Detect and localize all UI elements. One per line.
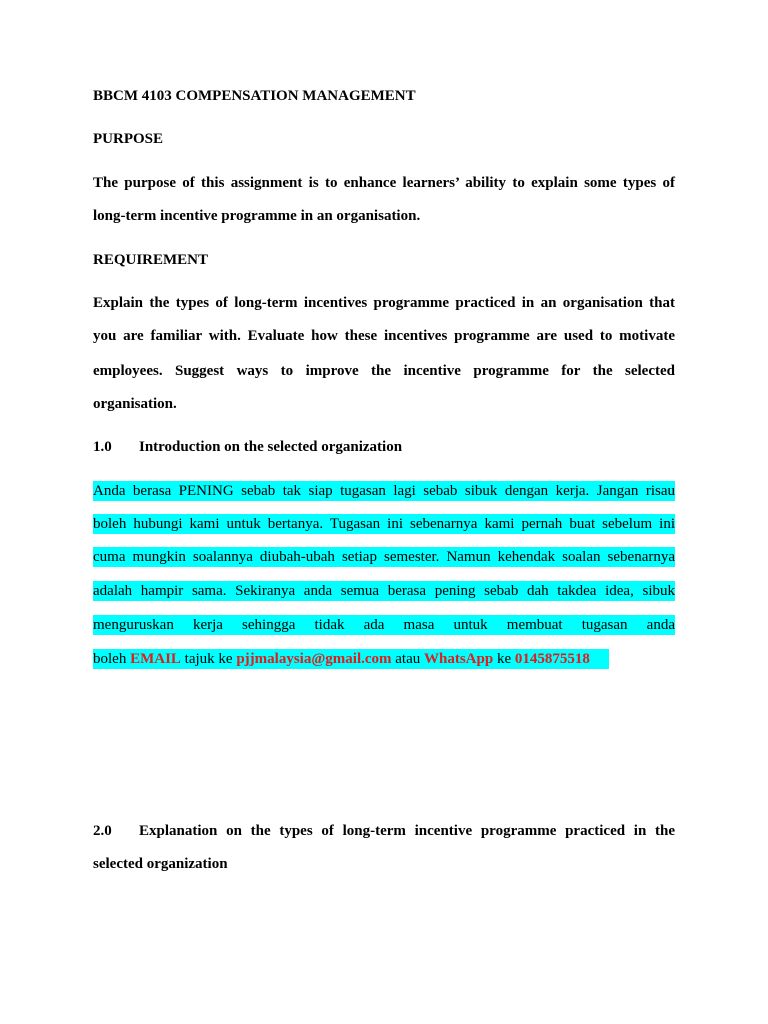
promo-line-4: adalah hampir sama. Sekiranya anda semua berasa pening sebab dah takdea idea, sibuk	[93, 583, 675, 599]
promo-line-2: boleh hubungi kami untuk bertanya. Tugasan ini sebenarnya kami pernah buat sebelum ini	[93, 516, 675, 532]
section-2-title-line-1: Explanation on the types of long-term incentive programme practiced in the	[139, 823, 675, 839]
promo-line-6-mid: tajuk ke	[180, 651, 237, 667]
requirement-text-line-1: Explain the types of long-term incentives programme practiced in an organisation that	[93, 295, 675, 311]
section-1-heading	[93, 437, 402, 457]
email-address[interactable]: pjjmalaysia@gmail.com	[236, 651, 392, 667]
promo-line-1: Anda berasa PENING sebab tak siap tugasan lagi sebab sibuk dengan kerja. Jangan risau	[93, 483, 675, 499]
whatsapp-label: WhatsApp	[424, 651, 494, 667]
promo-line-6-prefix: boleh	[93, 651, 131, 667]
promo-line-6-or: atau	[391, 651, 424, 667]
email-label: EMAIL	[130, 651, 181, 667]
section-2-heading	[93, 821, 675, 841]
course-title: BBCM 4103 COMPENSATION MANAGEMENT	[93, 88, 416, 104]
promo-line-6-to: ke	[493, 651, 515, 667]
purpose-text-line-2: long-term incentive programme in an organisation.	[93, 208, 421, 224]
section-2-number: 2.0	[93, 823, 112, 839]
promo-line-3: cuma mungkin soalannya diubah-ubah setiap semester. Namun kehendak soalan sebenarnya	[93, 549, 675, 565]
section-2-title-line-2: selected organization	[93, 856, 228, 872]
promo-line-5: menguruskan kerja sehingga tidak ada masa untuk membuat tugasan anda	[93, 617, 675, 633]
section-1-title: Introduction on the selected organization	[139, 439, 403, 455]
section-1-number: 1.0	[93, 439, 112, 455]
requirement-text-line-4: organisation.	[93, 396, 177, 412]
purpose-text-line-1: The purpose of this assignment is to enhance learners’ ability to explain some types of	[93, 175, 675, 191]
requirement-text-line-2: you are familiar with. Evaluate how these incentives programme are used to motivate	[93, 328, 675, 344]
purpose-heading: PURPOSE	[93, 131, 164, 147]
document-page	[93, 0, 675, 1024]
requirement-heading: REQUIREMENT	[93, 252, 209, 268]
requirement-text-line-3: employees. Suggest ways to improve the incentive programme for the selected	[93, 363, 675, 379]
promo-line-6	[93, 649, 590, 669]
phone-number[interactable]: 0145875518	[514, 651, 590, 667]
